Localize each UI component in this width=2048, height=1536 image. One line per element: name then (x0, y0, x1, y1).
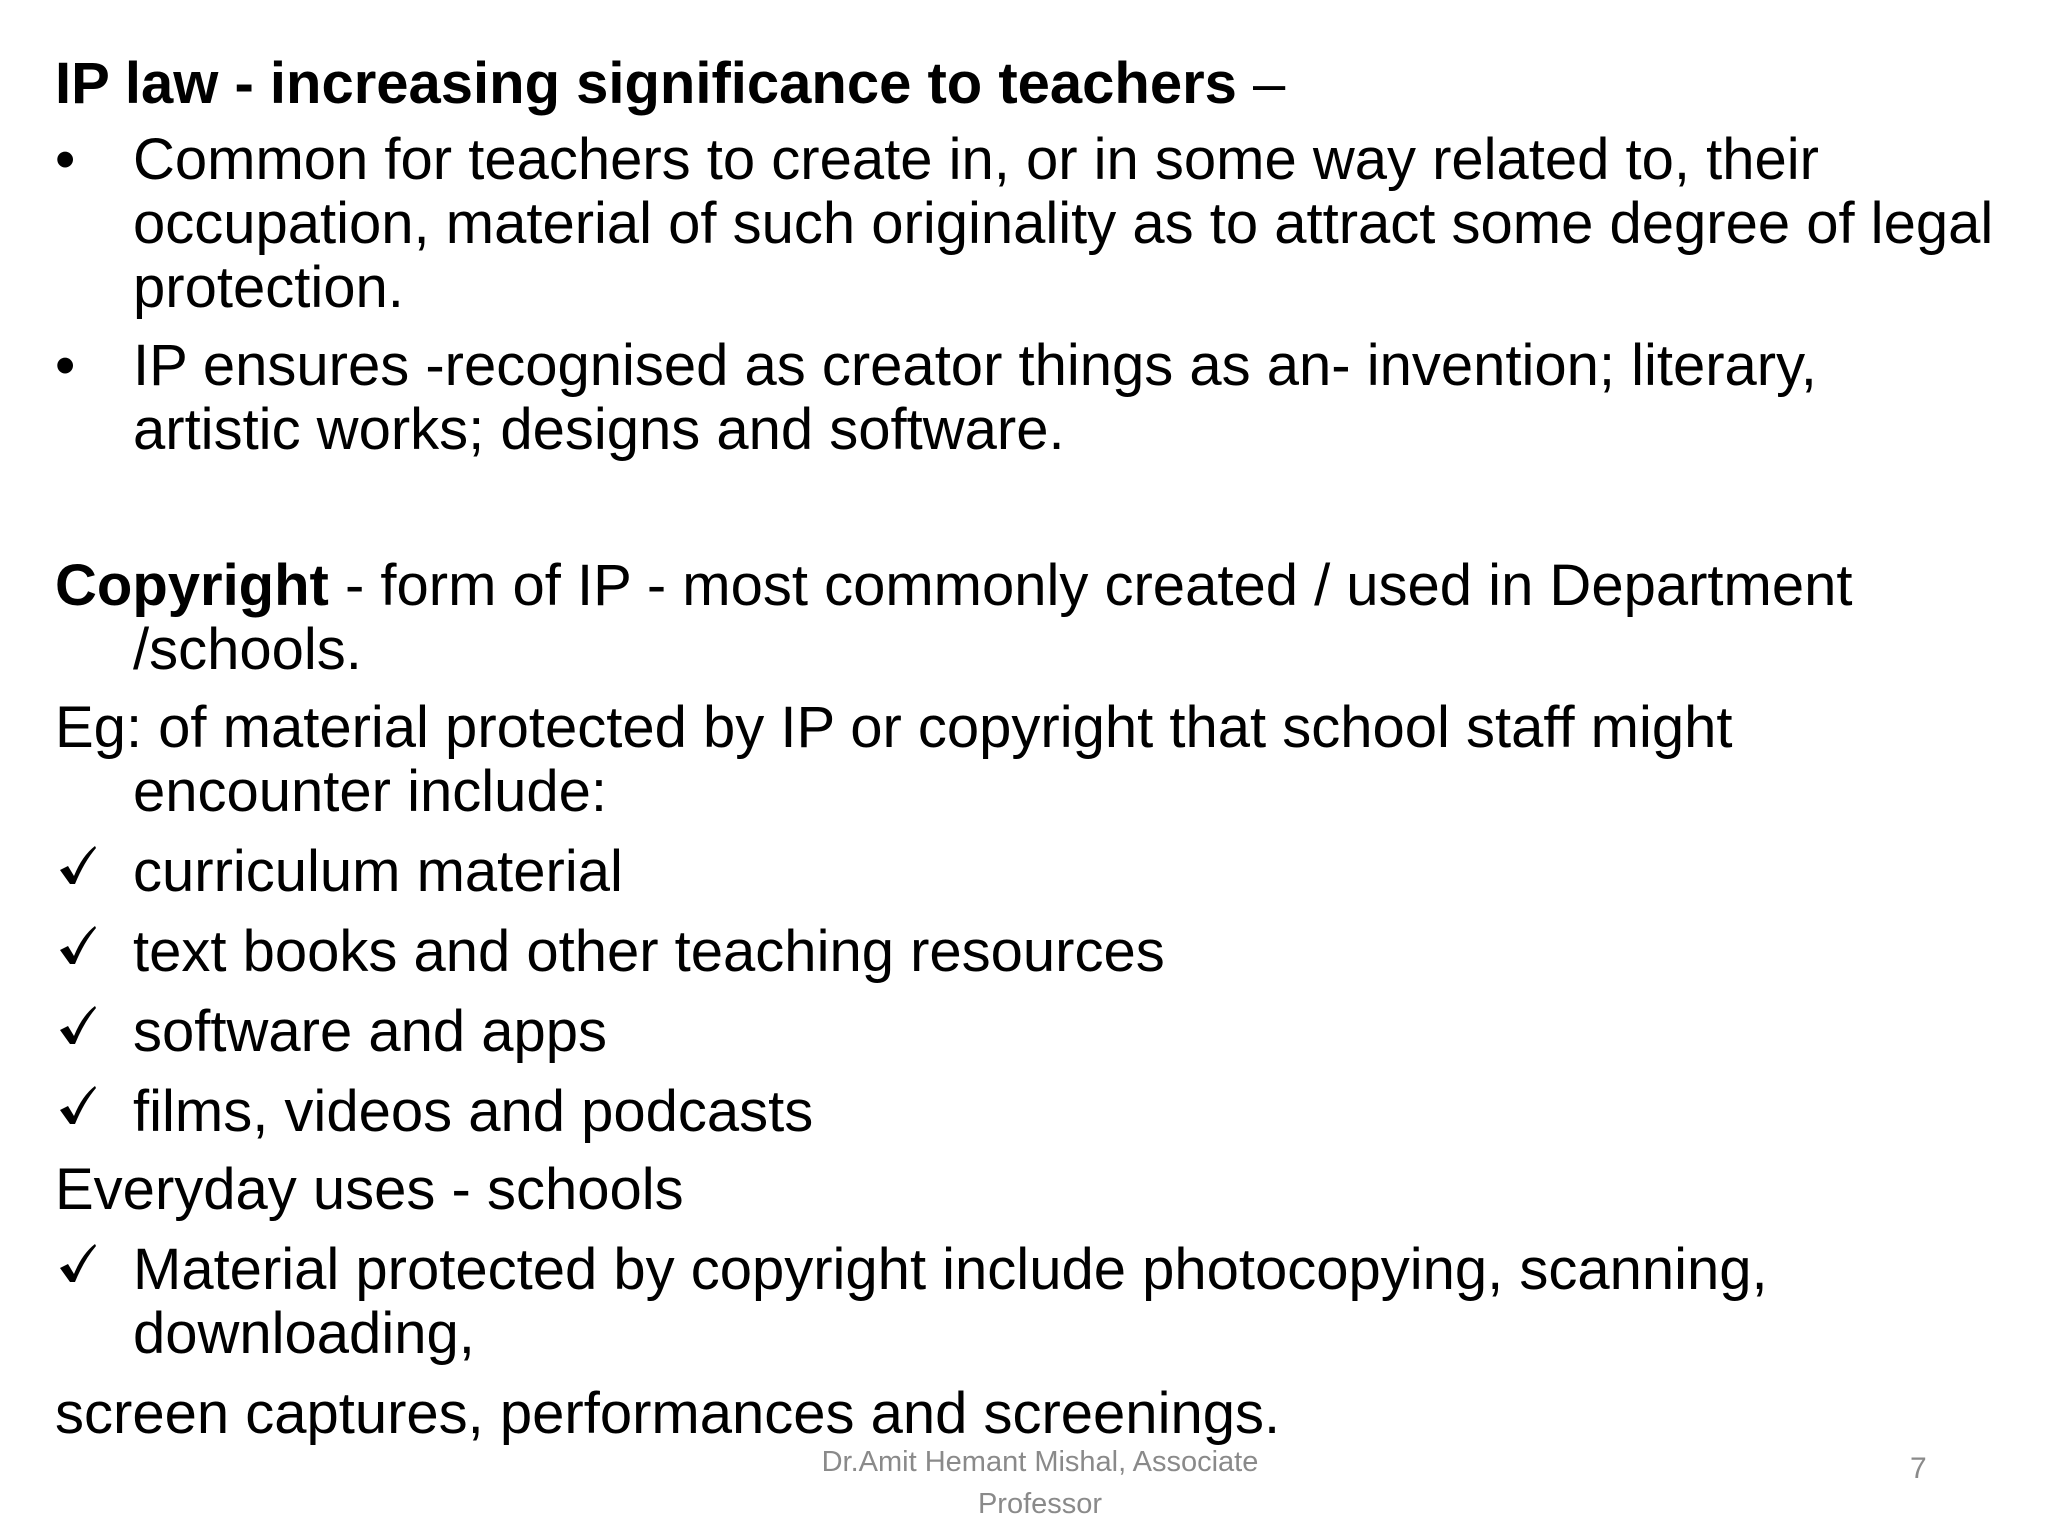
bullet-glyph: • (55, 127, 76, 192)
bullet-item (55, 334, 1995, 462)
heading-bold: IP law - increasing significance to teachers (55, 51, 1237, 116)
example-item (55, 1000, 1995, 1064)
checkmark-icon (57, 1080, 127, 1128)
checkmark-icon (57, 840, 127, 888)
copyright-bold: Copyright (55, 553, 329, 618)
bullet-text: IP ensures -recognised as creator things as an- invention; literary, artistic works; designs and software. (133, 333, 1817, 462)
checkmark-icon (57, 1000, 127, 1048)
bullet-item (55, 128, 1995, 320)
heading-dash: – (1236, 51, 1286, 116)
example-text: software and apps (133, 999, 607, 1064)
bullet-glyph: • (55, 333, 76, 398)
slide-heading (55, 52, 1995, 116)
checkmark-icon (57, 1238, 127, 1286)
footer-author (760, 1441, 1320, 1525)
slide-body (55, 52, 1995, 1446)
everyday-text: Material protected by copyright include photocopying, scanning, downloading, (133, 1237, 1768, 1366)
example-text: text books and other teaching resources (133, 919, 1165, 984)
page-number: 7 (1910, 1452, 1927, 1485)
copyright-rest: - form of IP - most commonly created / used in Department /schools. (133, 553, 1853, 682)
checkmark-icon (57, 920, 127, 968)
author-line-1: Dr.Amit Hemant Mishal, Associate (821, 1446, 1259, 1478)
author-line-2: Professor (977, 1488, 1103, 1520)
example-item (55, 840, 1995, 904)
copyright-paragraph (55, 554, 1995, 682)
bullet-text: Common for teachers to create in, or in some way related to, their occupation, material of such originality as to attract some degree of legal protection. (133, 127, 1994, 320)
everyday-heading: Everyday uses - schools (55, 1157, 684, 1222)
example-text: films, videos and podcasts (133, 1079, 814, 1144)
example-item (55, 1080, 1995, 1144)
example-text: curriculum material (133, 839, 623, 904)
example-item (55, 920, 1995, 984)
example-intro: Eg: of material protected by IP or copyright that school staff might encounter include: (55, 695, 1733, 824)
everyday-item (55, 1238, 1995, 1366)
closing-line: screen captures, performances and screenings. (55, 1381, 1281, 1446)
